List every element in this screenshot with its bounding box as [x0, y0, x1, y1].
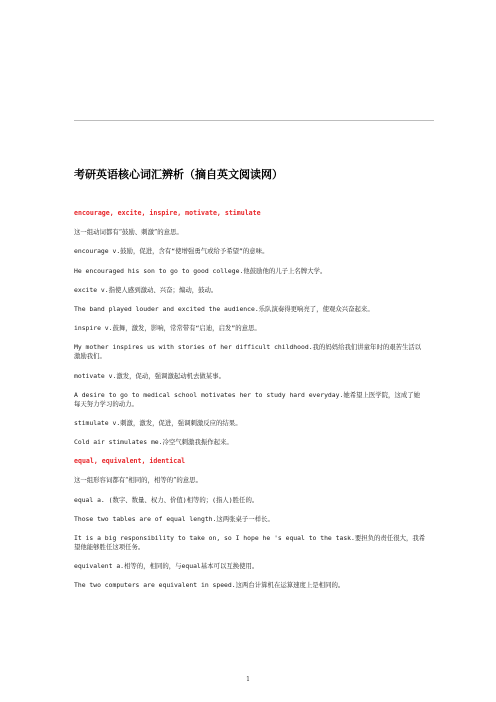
paragraph-line: encourage v.鼓励，促进，含有“使增强勇气或给予希望”的意味。 [74, 247, 269, 256]
example-sentence: He encouraged his son to go to good college.他鼓励他的儿子上名牌大学。 [74, 266, 327, 275]
header-rule [74, 120, 434, 121]
paragraph-line: equivalent a.相等的，相同的，与equal基本可以互换使用。 [74, 562, 259, 571]
page-number: 1 [246, 676, 250, 683]
example-sentence: The two computers are equivalent in speed.这两台计算机在运算速度上是相同的。 [74, 581, 345, 590]
heading-group-2: equal, equivalent, identical [74, 457, 186, 466]
paragraph-line: equal a. (数字、数量、权力、价值)相等的；(指人)胜任的。 [74, 495, 259, 504]
example-sentence: It is a big responsibility to take on, so I hope he 's equal to the task.要担负的责任很大，我希望他能够胜任这项任务。 [74, 534, 426, 551]
example-sentence: Those two tables are of equal length.这两张桌子一样长。 [74, 514, 274, 523]
document-title: 考研英语核心词汇辨析（摘自英文阅读网） [74, 168, 283, 181]
paragraph-line: 这一组动词都有“鼓励、刺激”的意思。 [74, 228, 183, 237]
paragraph-line: inspire v.鼓舞，激发，影响，常常带有“启迪，启发”的意思。 [74, 324, 261, 333]
example-sentence: Cold air stimulates me.冷空气刺激我振作起来。 [74, 438, 233, 447]
paragraph-line: stimulate v.刺激，激发，促进，强调刺激反应的结果。 [74, 418, 242, 427]
heading-group-1: encourage, excite, inspire, motivate, stimulate [74, 209, 261, 217]
paragraph-line: motivate v.激发，促动，强调激起动机去做某事。 [74, 371, 225, 380]
example-sentence: The band played louder and excited the audience.乐队演奏得更响亮了，使观众兴奋起来。 [74, 304, 374, 313]
example-sentence: My mother inspires us with stories of her difficult childhood.我的妈妈给我们讲童年时的艰苦生活以激励我们。 [74, 343, 422, 361]
paragraph-line: excite v.指使人感到激动、兴奋；煽动，鼓动。 [74, 285, 218, 294]
document-body [74, 209, 426, 601]
example-sentence: A desire to go to medical school motivates her to study hard everyday.她希望上医学院，这成了她每天努力学习的动力。 [74, 390, 421, 408]
paragraph-line: 这一组形容词都有“相同的，相等的”的意思。 [74, 476, 202, 485]
